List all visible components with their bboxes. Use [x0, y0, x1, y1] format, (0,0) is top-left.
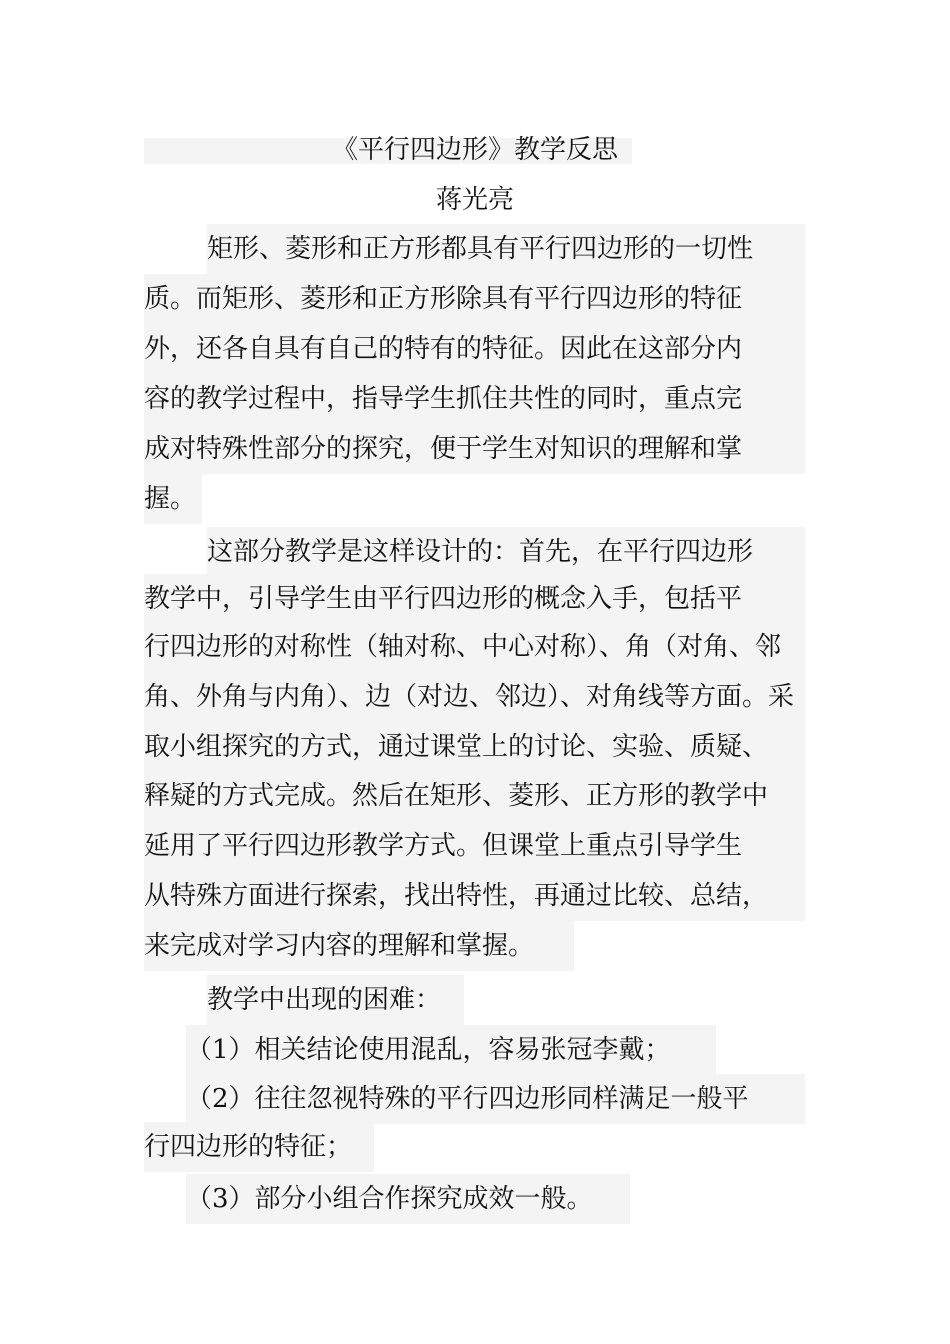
paragraph1-line: 握。	[144, 474, 202, 524]
paragraph2-line: 来完成对学习内容的理解和掌握。	[144, 921, 574, 971]
paragraph2-line: 教学中，引导学生由平行四边形的概念入手，包括平	[144, 574, 805, 624]
paragraph1-line: 成对特殊性部分的探究，便于学生对知识的理解和掌	[144, 424, 805, 474]
difficulty-item-1: （1）相关结论使用混乱，容易张冠李戴；	[186, 1025, 716, 1075]
difficulty-item-2-line: （2）往往忽视特殊的平行四边形同样满足一般平	[186, 1074, 805, 1124]
paragraph1-line: 矩形、菱形和正方形都具有平行四边形的一切性	[207, 224, 805, 274]
document-author: 蒋光亮	[435, 185, 514, 215]
document-title: 《平行四边形》教学反思	[331, 135, 618, 165]
paragraph1-line: 外，还各自具有自己的特有的特征。因此在这部分内	[144, 324, 805, 374]
difficulties-heading: 教学中出现的困难：	[207, 975, 464, 1025]
paragraph2-line: 角、外角与内角）、边（对边、邻边）、对角线等方面。采	[144, 672, 805, 722]
paragraph2-line: 行四边形的对称性（轴对称、中心对称）、角（对角、邻	[144, 622, 805, 672]
paragraph2-line: 延用了平行四边形教学方式。但课堂上重点引导学生	[144, 821, 805, 871]
paragraph2-line: 释疑的方式完成。然后在矩形、菱形、正方形的教学中	[144, 771, 805, 821]
paragraph1-line: 质。而矩形、菱形和正方形除具有平行四边形的特征	[144, 274, 805, 324]
paragraph2-line: 取小组探究的方式，通过课堂上的讨论、实验、质疑、	[144, 722, 805, 772]
difficulty-item-2-line: 行四边形的特征；	[144, 1122, 374, 1172]
paragraph1-line: 容的教学过程中，指导学生抓住共性的同时，重点完	[144, 374, 805, 424]
paragraph2-line: 这部分教学是这样设计的：首先，在平行四边形	[207, 527, 805, 577]
difficulty-item-3: （3）部分小组合作探究成效一般。	[186, 1174, 630, 1224]
paragraph2-line: 从特殊方面进行探索，找出特性，再通过比较、总结，	[144, 871, 805, 921]
